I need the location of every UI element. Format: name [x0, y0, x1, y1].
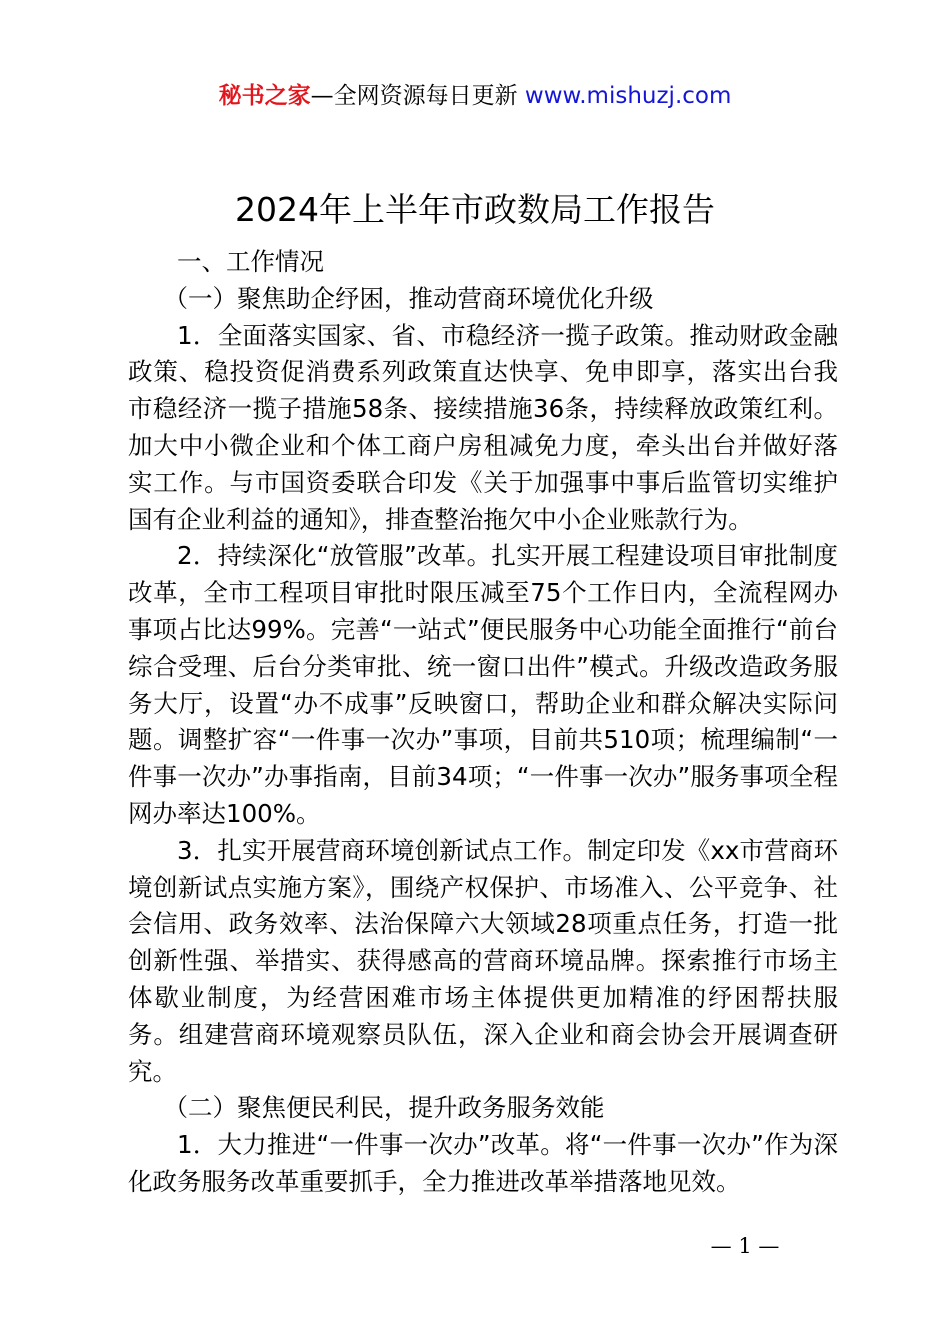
document-title: 2024年上半年市政数局工作报告: [235, 190, 715, 229]
subsection-heading: （一）聚焦助企纾困，推动营商环境优化升级: [163, 283, 654, 313]
body-paragraph: 1．全面落实国家、省、市稳经济一揽子政策。推动财政金融政策、稳投资促消费系列政策直达快享、免申即享，落实出台我市稳经济一揽子措施58条、接续措施36条，持续释放政策红利。加大中小微企业和个体工商户房租减免力度，牵头出台并做好落实工作。与市国资委联合印发《关于加强事中事后监管切实维护国有企业利益的通知》，排查整治拖欠中小企业账款行为。: [128, 320, 838, 534]
section-heading: 一、工作情况: [177, 247, 324, 276]
brand-name: 秘书之家: [218, 83, 311, 109]
body-paragraph: 1．大力推进“一件事一次办”改革。将“一件事一次办”作为深化政务服务改革重要抓手，全力推进改革举措落地见效。: [128, 1130, 838, 1196]
subsection-heading: （二）聚焦便民利民，提升政务服务效能: [163, 1093, 605, 1123]
body-paragraph: 2．持续深化“放管服”改革。扎实开展工程建设项目审批制度改革，全市工程项目审批时限压减至75个工作日内，全流程网办事项占比达99%。完善“一站式”便民服务中心功能全面推行“前台综合受理、后台分类审批、统一窗口出件”模式。升级改造政务服务大厅，设置“办不成事”反映窗口，帮助企业和群众解决实际问题。调整扩容“一件事一次办”事项，目前共510项；梳理编制“一件事一次办”办事指南，目前34项；“一件事一次办”服务事项全程网办率达100%。: [128, 541, 838, 828]
site-url-link[interactable]: www.mishuzj.com: [524, 83, 732, 109]
site-header: [0, 80, 950, 112]
body-paragraph: 3．扎实开展营商环境创新试点工作。制定印发《xx市营商环境创新试点实施方案》，围绕产权保护、市场准入、公平竞争、社会信用、政务效率、法治保障六大领域28项重点任务，打造一批创新性强、举措实、获得感高的营商环境品牌。探索推行市场主体歇业制度，为经营困难市场主体提供更加精准的纾困帮扶服务。组建营商环境观察员队伍，深入企业和商会协会开展调查研究。: [128, 835, 838, 1086]
header-slogan: —全网资源每日更新: [310, 83, 518, 109]
document-body: [128, 244, 838, 1201]
page-number: — 1 —: [710, 1234, 780, 1258]
